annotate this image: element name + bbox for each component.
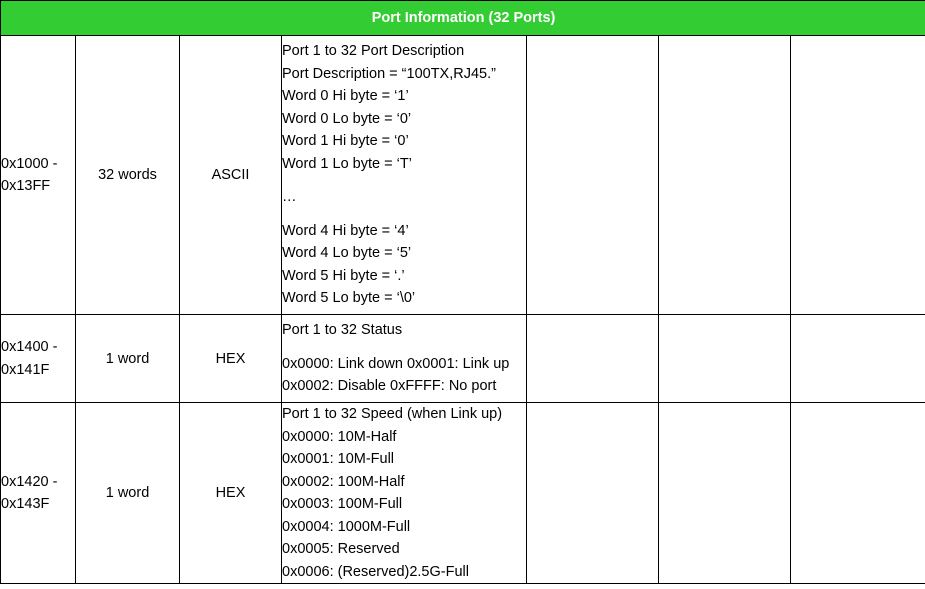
description-line: Word 5 Lo byte = ‘\0’ — [282, 290, 416, 307]
description-line: 0x0006: (Reserved)2.5G-Full — [282, 563, 469, 580]
type-cell: ASCII — [180, 36, 282, 315]
description-line: 0x0000: Link down 0x0001: Link up — [282, 355, 510, 372]
description-gap — [282, 209, 526, 220]
description-line: Word 0 Hi byte = ‘1’ — [282, 88, 409, 105]
description-lines — [282, 40, 526, 310]
description-line: … — [282, 189, 297, 206]
description-line: 0x0000: 10M-Half — [282, 428, 397, 445]
description-line: 0x0001: 10M-Full — [282, 451, 395, 467]
empty-cell — [527, 315, 659, 403]
description-line: 0x0005: Reserved — [282, 541, 400, 557]
description-line: Word 1 Hi byte = ‘0’ — [282, 133, 409, 150]
address-start: 0x1000 - — [1, 155, 58, 172]
empty-cell — [659, 403, 791, 584]
description-line: Port 1 to 32 Port Description — [282, 43, 465, 60]
table-row — [1, 403, 925, 584]
description-line: 0x0003: 100M-Full — [282, 496, 403, 512]
description-line: Port Description = “100TX,RJ45.” — [282, 65, 496, 82]
address-cell — [1, 315, 76, 403]
size-cell: 1 word — [76, 315, 180, 403]
table-header-row — [1, 1, 925, 36]
description-gap — [282, 342, 526, 353]
description-line: Word 4 Lo byte = ‘5’ — [282, 245, 412, 262]
address-cell — [1, 403, 76, 584]
address-start: 0x1420 - — [1, 473, 58, 490]
empty-cell — [659, 36, 791, 315]
size-cell: 1 word — [76, 403, 180, 584]
description-cell — [282, 315, 527, 403]
address-end: 0x13FF — [1, 178, 51, 194]
description-line: Word 5 Hi byte = ‘.’ — [282, 267, 405, 284]
empty-cell — [791, 315, 925, 403]
type-cell: HEX — [180, 403, 282, 584]
description-line: Word 0 Lo byte = ‘0’ — [282, 110, 412, 127]
description-line: Port 1 to 32 Speed (when Link up) — [282, 406, 503, 422]
address-end: 0x141F — [1, 361, 50, 378]
empty-cell — [659, 315, 791, 403]
table-row — [1, 315, 925, 403]
description-gap — [282, 175, 526, 186]
empty-cell — [527, 403, 659, 584]
description-line: 0x0002: Disable 0xFFFF: No port — [282, 378, 497, 395]
empty-cell — [527, 36, 659, 315]
empty-cell — [791, 403, 925, 584]
description-cell — [282, 403, 527, 584]
address-end: 0x143F — [1, 496, 50, 512]
description-line: Port 1 to 32 Status — [282, 322, 403, 339]
description-line: 0x0002: 100M-Half — [282, 473, 405, 490]
description-line: Word 1 Lo byte = ‘T’ — [282, 155, 412, 172]
address-cell — [1, 36, 76, 315]
description-cell — [282, 36, 527, 315]
table-row — [1, 36, 925, 315]
address-start: 0x1400 - — [1, 339, 58, 355]
description-line: Word 4 Hi byte = ‘4’ — [282, 222, 409, 239]
empty-cell — [791, 36, 925, 315]
description-lines — [282, 403, 526, 583]
type-cell: HEX — [180, 315, 282, 403]
description-lines — [282, 319, 526, 398]
table-title: Port Information (32 Ports) — [1, 1, 925, 36]
description-line: 0x0004: 1000M-Full — [282, 518, 411, 535]
size-cell: 32 words — [76, 36, 180, 315]
